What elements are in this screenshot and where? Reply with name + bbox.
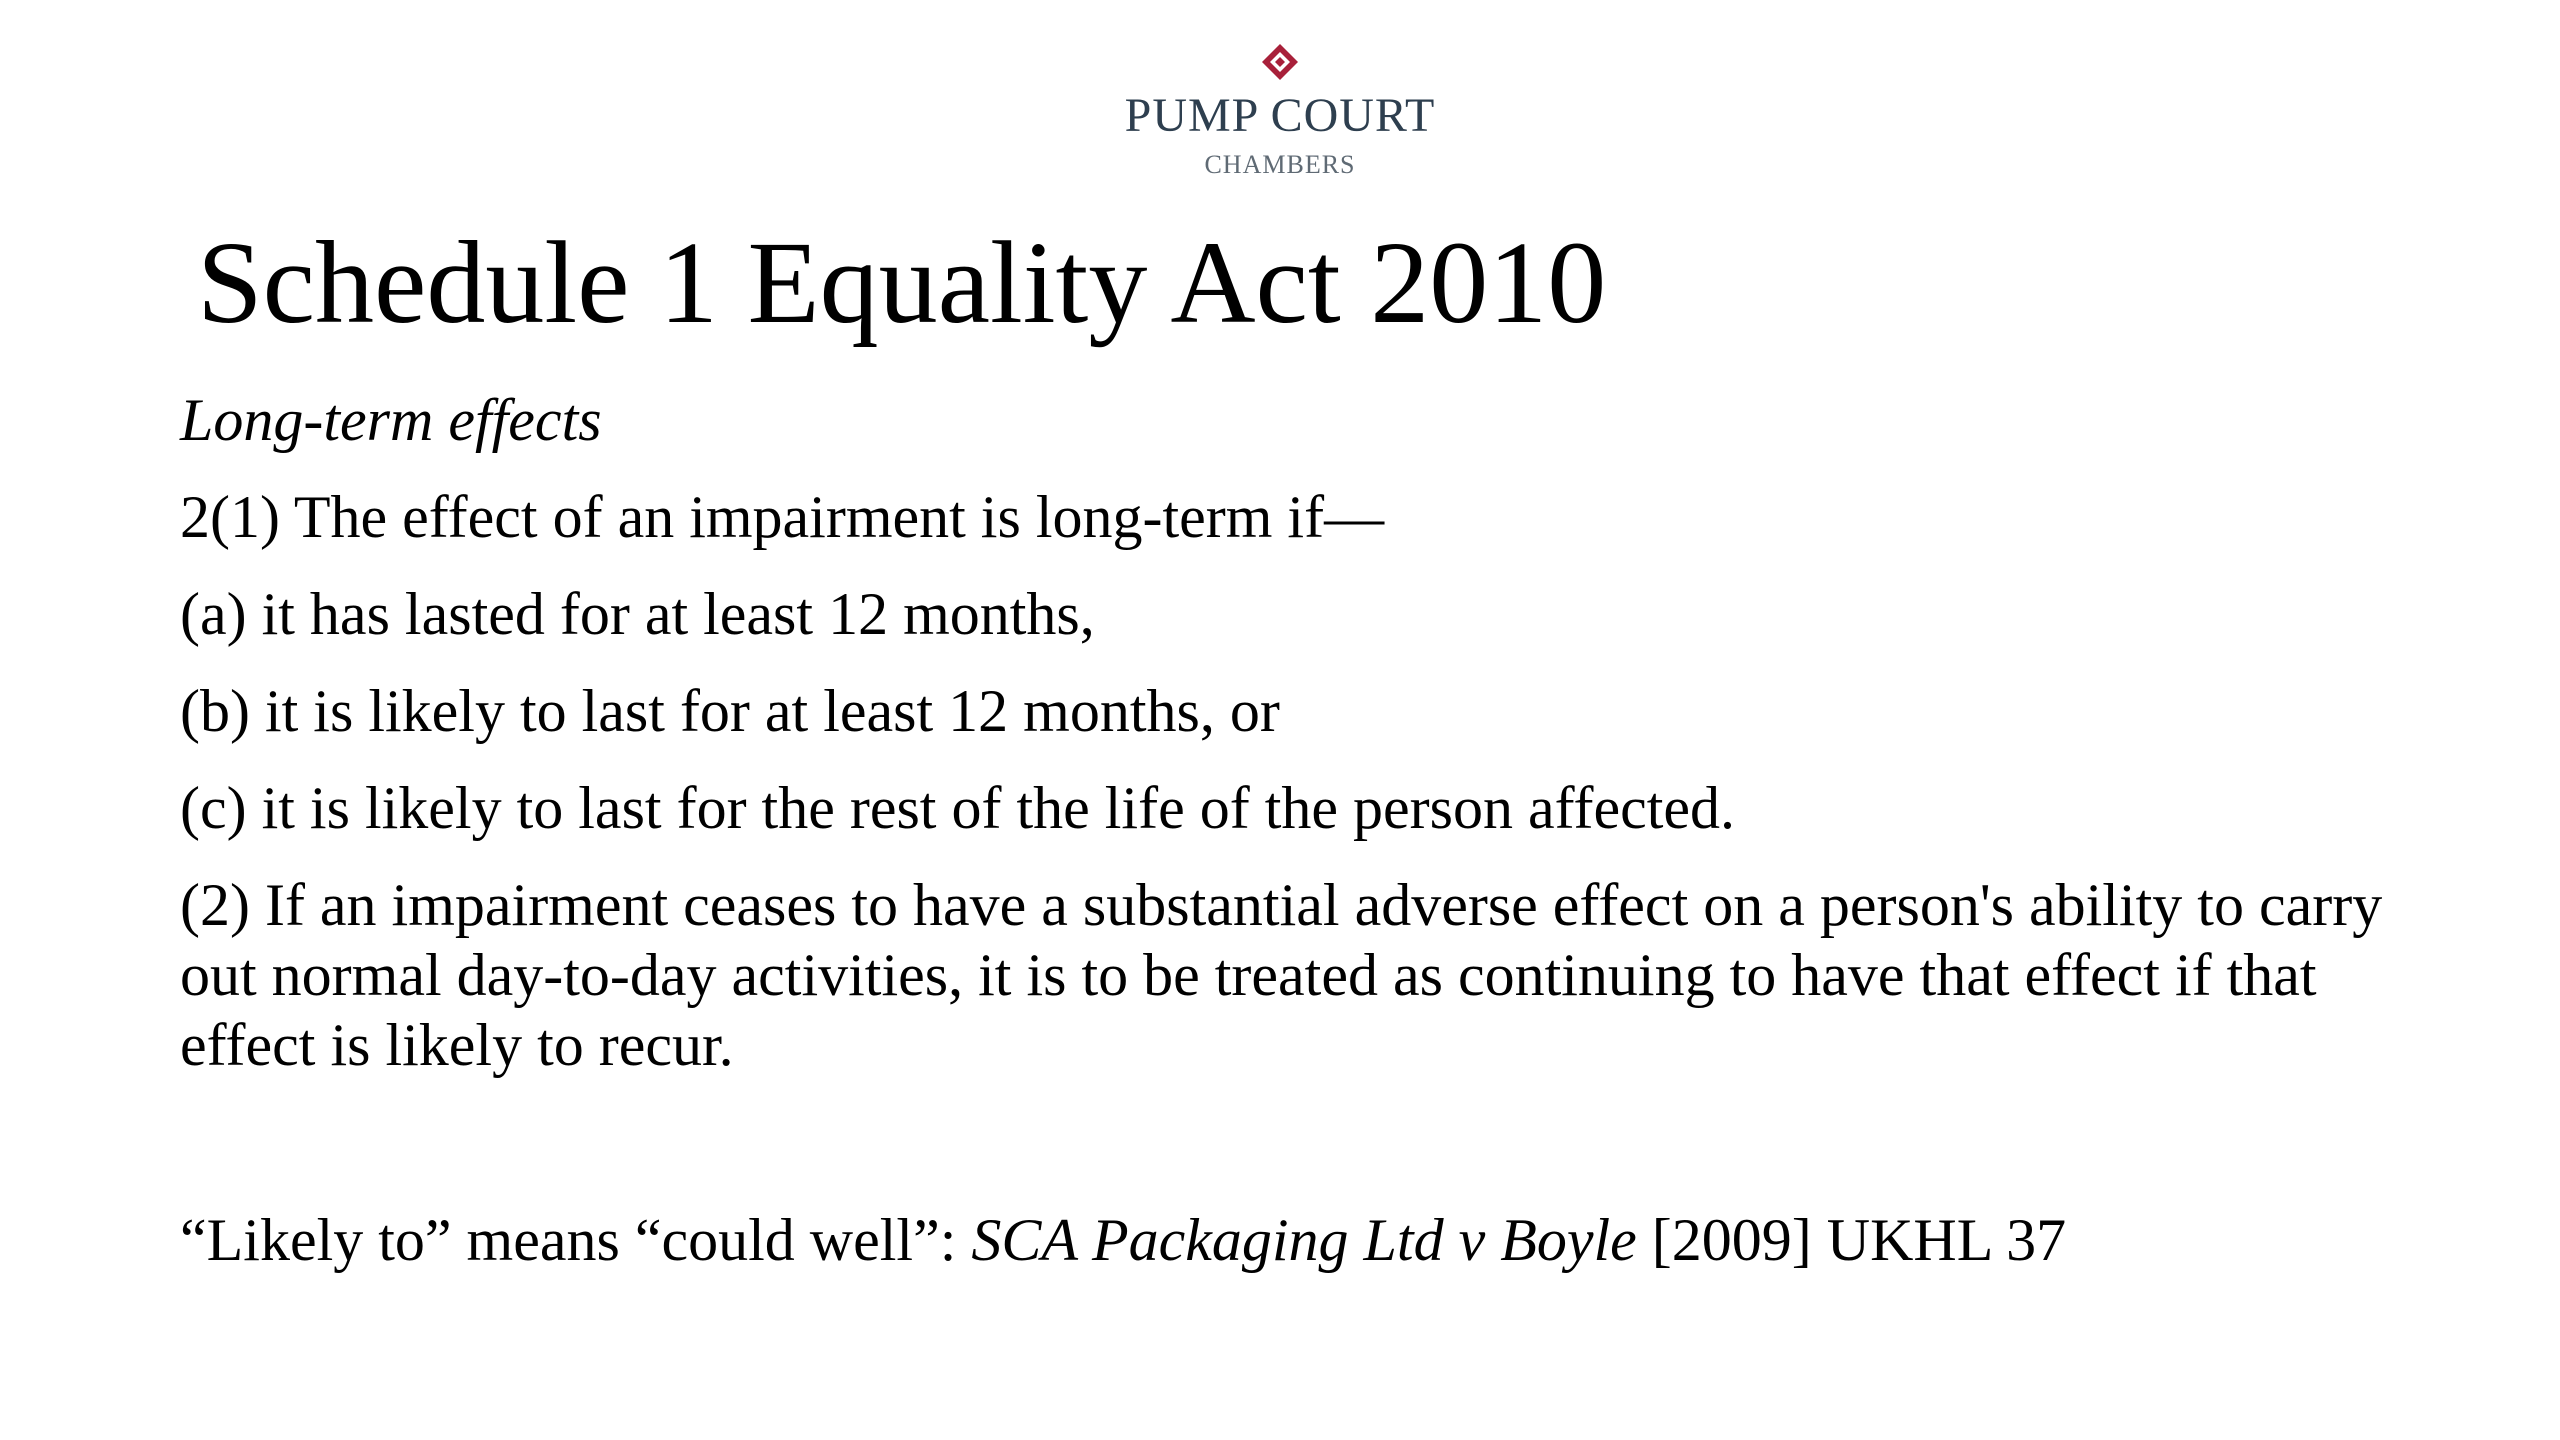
clause-2: (2) If an impairment ceases to have a substantial adverse effect on a person's ability to carry out normal day-to-day activities, it is to be treated as continuing to have that effect if that effect is likely to recur. bbox=[180, 872, 2383, 1078]
slide-body bbox=[180, 385, 2410, 1107]
diamond-icon bbox=[1260, 42, 1300, 82]
clause-b: (b) it is likely to last for at least 12 months, or bbox=[180, 678, 1280, 744]
citation-prefix: “Likely to” means “could well”: bbox=[180, 1207, 972, 1273]
logo-name: PUMP COURT bbox=[1124, 89, 1436, 142]
citation-reference: [2009] UKHL 37 bbox=[1636, 1207, 2067, 1273]
section-heading: Long-term effects bbox=[180, 387, 602, 453]
pump-court-logo bbox=[0, 42, 2560, 178]
citation bbox=[180, 1205, 2066, 1275]
clause-intro: 2(1) The effect of an impairment is long-term if— bbox=[180, 484, 1385, 550]
clause-a: (a) it has lasted for at least 12 months, bbox=[180, 581, 1095, 647]
clause-c: (c) it is likely to last for the rest of the life of the person affected. bbox=[180, 775, 1736, 841]
logo-subtitle: CHAMBERS bbox=[1204, 150, 1356, 179]
citation-case: SCA Packaging Ltd v Boyle bbox=[971, 1207, 1637, 1273]
slide-title: Schedule 1 Equality Act 2010 bbox=[197, 217, 1607, 348]
